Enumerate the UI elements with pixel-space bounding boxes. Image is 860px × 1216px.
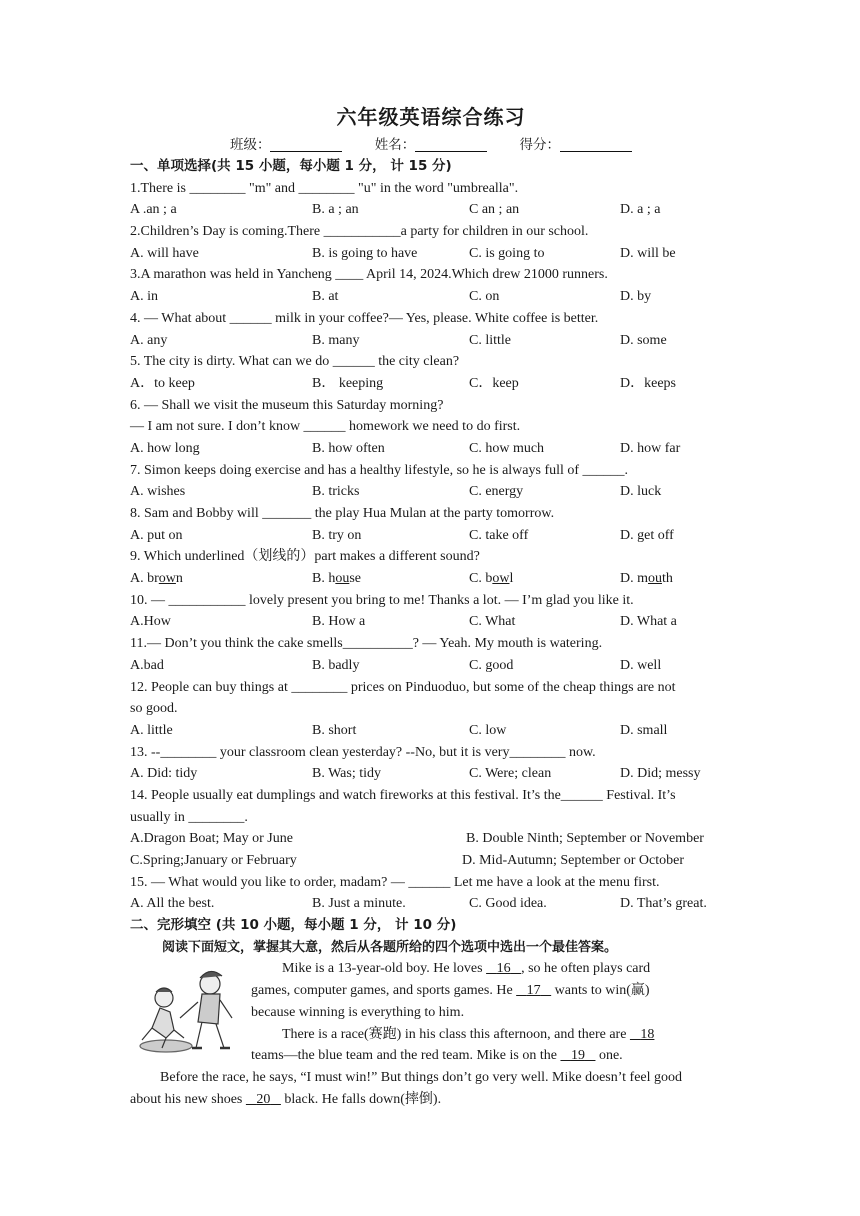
option-a[interactable]: A.How: [130, 614, 171, 630]
option-a[interactable]: A. All the best.: [130, 896, 215, 912]
class-label: 班级：: [229, 137, 271, 153]
student-info-row: [130, 134, 732, 156]
option-d[interactable]: D. get off: [620, 527, 674, 543]
option-a[interactable]: A. how long: [130, 440, 200, 456]
option-c[interactable]: C．keep: [469, 375, 519, 391]
option-d[interactable]: D．keeps: [620, 375, 676, 391]
option-a[interactable]: A. any: [130, 332, 168, 348]
option-b[interactable]: B. at: [312, 289, 339, 305]
options-row: [130, 828, 732, 850]
text: , so he often plays card: [521, 961, 651, 977]
section2-instruction: 阅读下面短文，掌握其大意，然后从各题所给的四个选项中选出一个最佳答案。: [162, 939, 618, 955]
option-b[interactable]: B． keeping: [312, 375, 384, 391]
text: wants to win(赢): [551, 983, 650, 999]
options-row: [130, 568, 732, 590]
option-b[interactable]: B. short: [312, 722, 357, 738]
text: because winning is everything to him.: [251, 1004, 465, 1020]
blank-num: 17: [526, 983, 541, 999]
option-text: n: [175, 571, 183, 587]
blank-20[interactable]: [246, 1092, 281, 1107]
name-label: 姓名：: [374, 137, 416, 153]
option-d[interactable]: D. how far: [620, 440, 681, 456]
blank-19[interactable]: [560, 1048, 595, 1063]
option-d[interactable]: D. Mid-Autumn; September or October: [462, 853, 685, 868]
option-b[interactable]: B. a ; an: [312, 202, 359, 218]
options-row: [130, 286, 732, 308]
option-a[interactable]: A. wishes: [130, 484, 186, 500]
option-d[interactable]: D. some: [620, 332, 667, 348]
options-row: [130, 720, 732, 742]
option-b[interactable]: [312, 568, 361, 590]
text: games, computer games, and sports games. He: [251, 983, 517, 999]
option-a[interactable]: [130, 568, 183, 590]
option-c[interactable]: C an ; an: [469, 202, 520, 218]
option-b[interactable]: B. try on: [312, 527, 362, 543]
option-c[interactable]: C. little: [469, 332, 511, 348]
options-row: [130, 525, 732, 547]
option-d[interactable]: D. well: [620, 657, 662, 673]
question-stem: 15. — What would you like to order, madam? — ______ Let me have a look at the menu first.: [130, 874, 660, 890]
option-a[interactable]: A.Dragon Boat; May or June: [130, 831, 293, 847]
option-a[interactable]: A. Did: tidy: [130, 766, 198, 782]
underlined-letters: ow: [158, 571, 176, 587]
text: about his new shoes: [130, 1091, 246, 1107]
blank-num: 18: [640, 1026, 655, 1042]
question-stem: 8. Sam and Bobby will _______ the play Hua Mulan at the party tomorrow.: [130, 506, 555, 521]
text: Before the race, he says, “I must win!” But things don’t go very well. Mike doesn’t feel good: [160, 1069, 683, 1085]
blank-num: 19: [570, 1048, 585, 1064]
underlined-letters: ou: [648, 571, 662, 587]
option-d[interactable]: D. will be: [620, 245, 676, 261]
option-b[interactable]: B. many: [312, 332, 360, 348]
option-c[interactable]: C. take off: [469, 527, 529, 543]
option-d[interactable]: D. by: [620, 289, 652, 305]
options-row: [130, 199, 732, 221]
option-b[interactable]: B. how often: [312, 440, 385, 456]
class-field: [230, 137, 343, 153]
option-a[interactable]: A.bad: [130, 657, 164, 673]
options-row: [130, 893, 732, 915]
option-b[interactable]: B. tricks: [312, 484, 360, 500]
option-a[interactable]: A. put on: [130, 527, 183, 543]
option-b[interactable]: B. Just a minute.: [312, 896, 406, 912]
options-row: [130, 373, 732, 395]
name-blank[interactable]: [415, 137, 487, 152]
question-stem: so good.: [130, 701, 178, 717]
option-d[interactable]: [620, 568, 673, 590]
option-d[interactable]: D. That’s great.: [620, 896, 707, 912]
question-stem: 6. — Shall we visit the museum this Saturday morning?: [130, 397, 444, 413]
kids-illustration: [136, 962, 242, 1058]
option-b[interactable]: B. Double Ninth; September or November: [466, 831, 704, 847]
question-stem: 5. The city is dirty. What can we do ______ the city clean?: [130, 354, 460, 370]
options-row: [130, 611, 732, 633]
options-row: [130, 481, 732, 503]
score-blank[interactable]: [560, 137, 632, 152]
section2-heading: 二、完形填空 (共 10 小题，每小题 1 分， 计 10 分): [130, 917, 457, 934]
name-field: [375, 137, 488, 153]
class-blank[interactable]: [270, 137, 342, 152]
options-row: [130, 763, 732, 785]
option-a[interactable]: A. little: [130, 722, 173, 738]
options-row: [130, 438, 732, 460]
option-text: B. h: [312, 571, 336, 587]
text: Mike is a 13-year-old boy. He loves: [282, 961, 487, 977]
passage-line: [130, 1089, 732, 1111]
option-d[interactable]: D. a ; a: [620, 202, 661, 218]
blank-16[interactable]: [486, 961, 521, 976]
option-a[interactable]: A. in: [130, 289, 158, 305]
option-text: th: [662, 571, 673, 587]
underlined-letters: ou: [335, 571, 350, 587]
option-c[interactable]: [469, 568, 513, 590]
text: black. He falls down(摔倒).: [280, 1091, 442, 1107]
question-stem: 12. People can buy things at ________ prices on Pinduoduo, but some of the cheap things are not: [130, 679, 676, 695]
text: teams—the blue team and the red team. Mike is on the: [251, 1048, 561, 1064]
options-row: [130, 243, 732, 265]
score-label: 得分：: [519, 137, 561, 153]
option-c[interactable]: C. Good idea.: [469, 896, 547, 912]
option-text: se: [349, 571, 362, 587]
option-c[interactable]: C. energy: [469, 484, 524, 500]
option-d[interactable]: D. What a: [620, 614, 677, 630]
passage-line: [130, 1067, 732, 1089]
question-stem: 7. Simon keeps doing exercise and has a healthy lifestyle, so he is always full of ______.: [130, 462, 629, 478]
text: one.: [595, 1048, 623, 1064]
option-c[interactable]: C. how much: [469, 440, 545, 456]
option-c[interactable]: C. low: [469, 722, 507, 738]
question-stem: 10. — ___________ lovely present you bring to me! Thanks a lot. — I’m glad you like it.: [130, 592, 634, 608]
cloze-passage: [130, 958, 732, 1110]
option-c[interactable]: C. good: [469, 657, 514, 673]
question-stem: 4. — What about ______ milk in your coffee?— Yes, please. White coffee is better.: [130, 310, 599, 326]
option-text: D. m: [620, 571, 648, 587]
underlined-letters: ow: [492, 571, 510, 587]
question-stem: 9. Which underlined（划线的）part makes a different sound?: [130, 549, 480, 565]
question-stem: — I am not sure. I don’t know ______ homework we need to do first.: [130, 419, 521, 435]
text: There is a race(赛跑) in his class this afternoon, and there are: [282, 1026, 630, 1042]
option-c[interactable]: C.Spring;January or February: [130, 853, 297, 868]
option-a[interactable]: A. will have: [130, 245, 199, 261]
blank-18[interactable]: [630, 1027, 655, 1042]
option-c[interactable]: C. Were; clean: [469, 766, 552, 782]
worksheet: [130, 100, 732, 1110]
option-b[interactable]: B. Was; tidy: [312, 766, 382, 782]
question-list: [130, 178, 732, 915]
option-b[interactable]: B. badly: [312, 657, 360, 673]
option-text: C. b: [469, 571, 493, 587]
option-text: l: [509, 571, 514, 587]
option-b[interactable]: B. is going to have: [312, 245, 418, 261]
question-stem: usually in ________.: [130, 809, 248, 825]
option-d[interactable]: D. small: [620, 722, 668, 738]
option-b[interactable]: B. How a: [312, 614, 366, 630]
option-text: A. br: [130, 571, 159, 587]
option-a[interactable]: A .an ; a: [130, 202, 177, 218]
question-stem: 13. --________ your classroom clean yesterday? --No, but it is very________ now.: [130, 744, 596, 760]
section1-heading: 一、单项选择(共 15 小题，每小题 1 分， 计 15 分): [130, 158, 452, 174]
question-stem: 14. People usually eat dumplings and watch fireworks at this festival. It’s the______ Festival. It’s: [130, 787, 676, 803]
question-stem: 11.— Don’t you think the cake smells__________? — Yeah. My mouth is watering.: [130, 636, 603, 652]
option-d[interactable]: D. luck: [620, 484, 662, 500]
blank-num: 16: [496, 961, 511, 977]
blank-num: 20: [256, 1091, 271, 1107]
options-row: [130, 655, 732, 677]
score-field: [520, 137, 633, 153]
blank-17[interactable]: [516, 983, 551, 998]
option-d[interactable]: D. Did; messy: [620, 766, 701, 782]
options-row: [130, 330, 732, 352]
question-stem: 1.There is ________ "m" and ________ "u" in the word "umbrealla".: [130, 180, 519, 196]
option-c[interactable]: C. is going to: [469, 245, 545, 261]
options-row: [130, 850, 732, 872]
option-c[interactable]: C. What: [469, 614, 516, 630]
option-a[interactable]: A．to keep: [130, 375, 195, 391]
page-title: 六年级英语综合练习: [336, 105, 526, 129]
question-stem: 2.Children’s Day is coming.There ___________a party for children in our school.: [130, 224, 589, 240]
option-c[interactable]: C. on: [469, 289, 500, 305]
question-stem: 3.A marathon was held in Yancheng ____ April 14, 2024.Which drew 21000 runners.: [130, 267, 608, 283]
